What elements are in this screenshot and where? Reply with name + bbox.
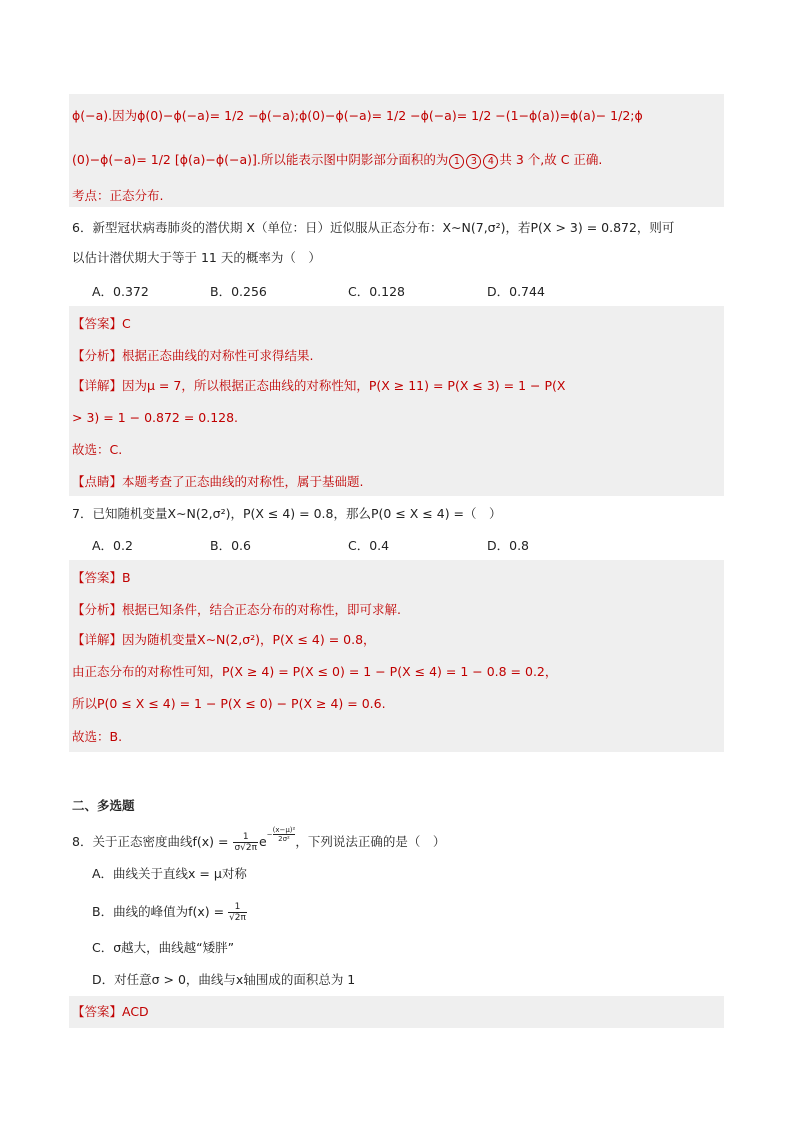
q8-solution-box	[69, 996, 724, 1028]
q8-exponent-denominator: 2σ²	[278, 834, 290, 843]
q8-stem-post: ，下列说法正确的是（ ）	[295, 834, 446, 849]
q6-choose: 故选：C.	[72, 442, 123, 457]
q8-fraction	[233, 832, 258, 853]
q6-option-a: A．0.372	[92, 284, 149, 299]
q7-detail-line3: 所以P(0 ≤ X ≤ 4) = 1 − P(X ≤ 0) − P(X ≥ 4) = 0.6.	[72, 696, 386, 711]
q6-option-d: D．0.744	[487, 284, 545, 299]
q8-option-d: D．对任意σ > 0，曲线与x轴围成的面积总为 1	[92, 972, 356, 987]
q5-solution-line2-tail: 共 3 个,故 C 正确.	[499, 152, 603, 167]
q8-answer: 【答案】ACD	[72, 1004, 149, 1019]
circled-number-3: 3	[466, 154, 481, 169]
q8-stem	[72, 825, 446, 853]
q7-detail-line2: 由正态分布的对称性可知，P(X ≥ 4) = P(X ≤ 0) = 1 − P(X ≤ 4) = 1 − 0.8 = 0.2，	[72, 664, 558, 679]
q5-solution-line2-text: (0)−ϕ(−a)= 1/2 [ϕ(a)−ϕ(−a)].所以能表示图中阴影部分面积的为	[72, 152, 449, 167]
q7-choose: 故选：B.	[72, 729, 123, 744]
q8-exponent-fraction	[273, 826, 296, 843]
q7-answer: 【答案】B	[72, 570, 131, 585]
q7-option-c: C．0.4	[348, 538, 390, 553]
q8-option-a: A．曲线关于直线x = μ对称	[92, 866, 247, 881]
q6-detail-line2: > 3) = 1 − 0.872 = 0.128.	[72, 410, 239, 425]
q8-fraction-numerator: 1	[233, 832, 258, 843]
q8-option-b-numerator: 1	[228, 902, 247, 913]
q8-option-b	[92, 902, 247, 924]
q6-analysis: 【分析】根据正态曲线的对称性可求得结果.	[72, 348, 314, 363]
q6-detail-line1: 【详解】因为μ = 7，所以根据正态曲线的对称性知，P(X ≥ 11) = P(X ≤ 3) = 1 − P(X	[72, 378, 566, 393]
q7-detail-line1: 【详解】因为随机变量X∼N(2,σ²)，P(X ≤ 4) = 0.8，	[72, 632, 376, 647]
q7-option-a: A．0.2	[92, 538, 133, 553]
q7-option-d: D．0.8	[487, 538, 530, 553]
q6-comment: 【点睛】本题考查了正态曲线的对称性，属于基础题.	[72, 474, 364, 489]
circled-number-1: 1	[449, 154, 464, 169]
q6-stem-line1: 6．新型冠状病毒肺炎的潜伏期 X（单位：日）近似服从正态分布：X∼N(7,σ²)，若P(X > 3) = 0.872，则可	[72, 220, 675, 235]
q8-option-b-fraction	[228, 902, 247, 923]
q8-fraction-denominator: σ√2π	[234, 843, 258, 853]
q7-option-b: B．0.6	[210, 538, 251, 553]
q8-option-b-denominator: √2π	[229, 913, 246, 923]
q8-option-b-text: B．曲线的峰值为f(x) =	[92, 904, 229, 919]
q5-kaodian: 考点：正态分布.	[72, 188, 164, 203]
q7-stem: 7．已知随机变量X∼N(2,σ²)，P(X ≤ 4) = 0.8，那么P(0 ≤ X ≤ 4) =（ ）	[72, 506, 502, 521]
q6-solution-box	[69, 306, 724, 496]
q8-stem-pre: 8．关于正态密度曲线f(x) =	[72, 834, 233, 849]
q5-solution-line2	[72, 152, 602, 169]
q6-stem-line2: 以估计潜伏期大于等于 11 天的概率为（ ）	[72, 250, 321, 265]
q6-option-c: C．0.128	[348, 284, 406, 299]
q5-solution-line1: ϕ(−a).因为ϕ(0)−ϕ(−a)= 1/2 −ϕ(−a);ϕ(0)−ϕ(−a)= 1/2 −ϕ(−a)= 1/2 −(1−ϕ(a))=ϕ(a)− 1/2;ϕ	[72, 108, 643, 123]
q7-analysis: 【分析】根据已知条件，结合正态分布的对称性，即可求解.	[72, 602, 401, 617]
q8-exponent-sign: −	[266, 830, 273, 838]
q8-exponent	[267, 826, 296, 843]
q7-solution-box	[69, 560, 724, 752]
section-heading: 二、多选题	[72, 798, 135, 813]
q6-option-b: B．0.256	[210, 284, 267, 299]
q8-option-c: C．σ越大，曲线越“矮胖”	[92, 940, 235, 955]
q8-exponent-numerator: (x−μ)²	[272, 825, 296, 834]
circled-number-4: 4	[483, 154, 498, 169]
q8-exp-base: e	[259, 834, 267, 849]
q6-answer: 【答案】C	[72, 316, 131, 331]
